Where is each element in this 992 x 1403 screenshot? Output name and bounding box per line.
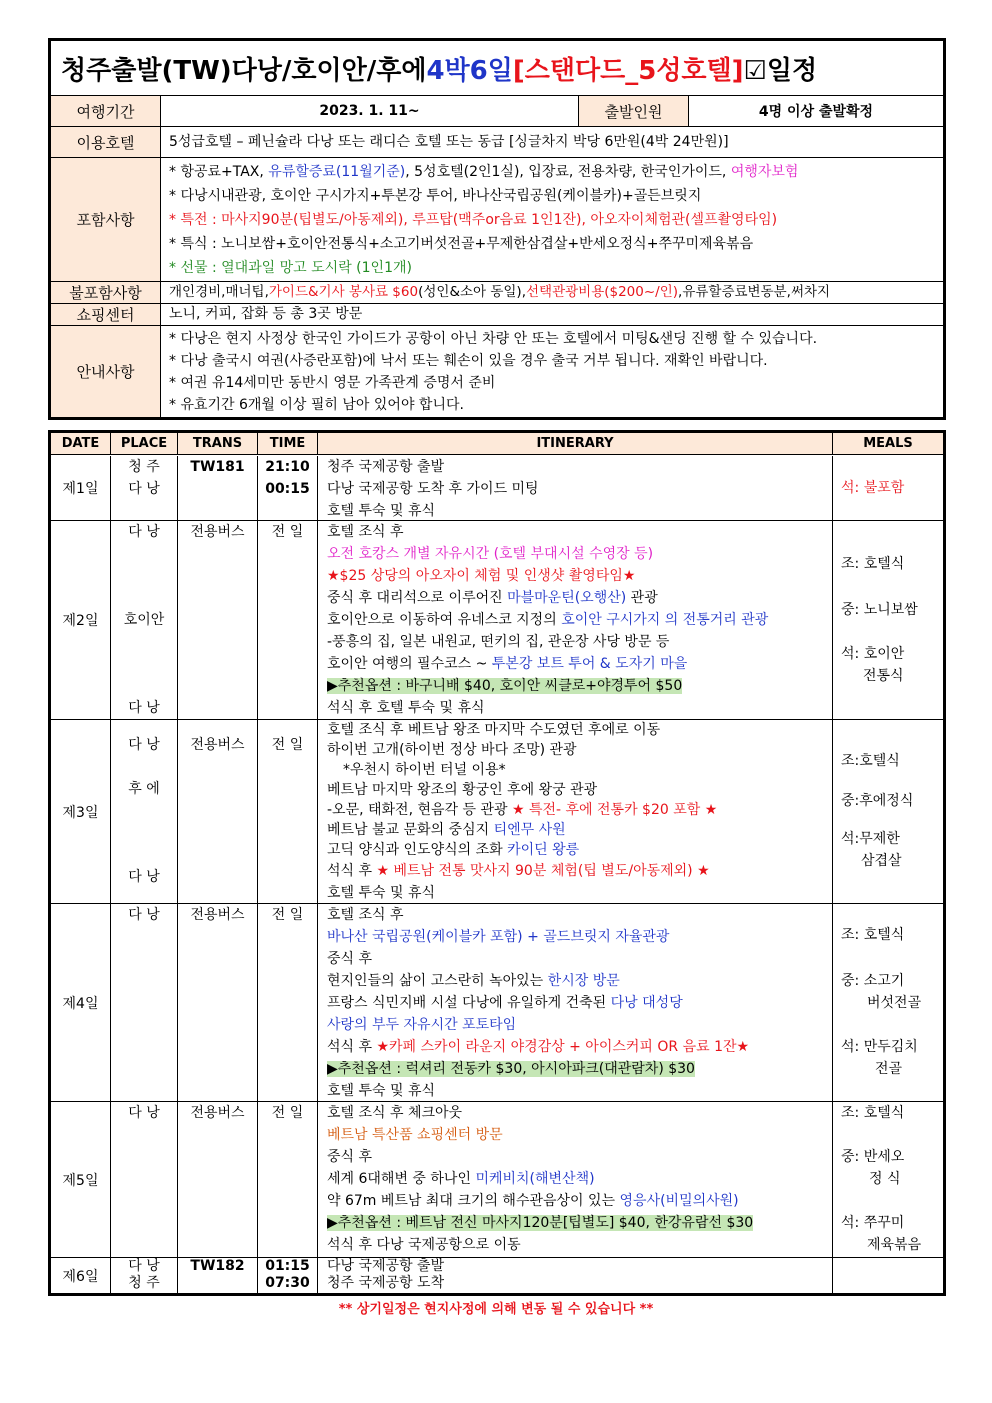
- day-2-place-2: 호이안: [123, 612, 165, 628]
- header-itinerary: ITINERARY: [318, 433, 833, 455]
- day-3-date: 제3일: [51, 720, 111, 903]
- include-line-4: * 특식 : 노니보쌈+호이안전통식+소고기버섯전골+무제한삼겹살+반세오정식+쭈꾸미제육볶음: [169, 235, 754, 252]
- day-5-line-5: 약 67m 베트남 최대 크기의 해수관음상이 있는 영응사(비밀의사원): [327, 1193, 739, 1209]
- day-3-line-4: 베트남 마지막 왕조의 황궁인 후에 왕궁 관광: [327, 782, 598, 798]
- day-2-line-5: 호이안으로 이동하여 유네스코 지정의 호이안 구시가지 의 전통거리 관광: [327, 612, 769, 628]
- day-1-place-2: 다 낭: [128, 481, 160, 497]
- day-4-line-2: 바나산 국립공원(케이블카 포함) + 골드브릿지 자율관광: [327, 929, 670, 945]
- day-1-time-1: 21:10: [265, 459, 310, 475]
- notice-row: [51, 326, 943, 417]
- day-3-meal-breakfast: 조:호텔식: [841, 753, 900, 769]
- day-2-line-3: ★$25 상당의 아오자이 체험 및 인생샷 촬영타임★: [327, 568, 636, 584]
- day-5-line-7: 석식 후 다낭 국제공항으로 이동: [327, 1237, 521, 1253]
- day-5-line-3: 중식 후: [327, 1149, 373, 1165]
- notice-line-3: * 여권 유14세미만 동반시 영문 가족관계 증명서 준비: [169, 374, 496, 391]
- day-2-line-9: 석식 후 호텔 투숙 및 휴식: [327, 700, 485, 716]
- header-date: DATE: [51, 433, 111, 455]
- day-3-place-2: 후 에: [128, 781, 160, 797]
- day-6-place-1: 다 낭: [128, 1258, 160, 1274]
- day-5-line-4: 세계 6대해변 중 하나인 미케비치(해변산책): [327, 1171, 595, 1187]
- hotel-value: 5성급호텔 – 페닌슐라 다낭 또는 래디슨 호텔 또는 동급 [싱글차지 박당 6만원(4박 24만원)]: [169, 134, 729, 150]
- include-row: [51, 158, 943, 282]
- day-2-line-7: 호이안 여행의 필수코스 ~ 투본강 보트 투어 & 도자기 마을: [327, 656, 688, 672]
- notice-label: 안내사항: [51, 326, 161, 417]
- title-schedule: ☑일정: [743, 55, 818, 86]
- day-5-meal-lunch-1: 중: 반세오: [841, 1149, 905, 1165]
- day-6-line-2: 청주 국제공항 도착: [327, 1275, 445, 1291]
- day-4-line-7: 석식 후 ★카페 스카이 라운지 야경감상 + 아이스커피 OR 음료 1잔★: [327, 1039, 750, 1055]
- day-3-meal-dinner-1: 석:무제한: [841, 831, 900, 847]
- day-4-date: 제4일: [51, 904, 111, 1101]
- day-1-meal-dinner: 석: 불포함: [841, 480, 905, 496]
- day-3-line-7: 고딕 양식과 인도양식의 조화 카이딘 왕릉: [327, 842, 580, 858]
- period-row: [51, 96, 943, 127]
- shopping-row: [51, 304, 943, 326]
- day-5-date: 제5일: [51, 1102, 111, 1257]
- day-2-date: 제2일: [51, 521, 111, 719]
- day-1-line-2: 다낭 국제공항 도착 후 가이드 미팅: [327, 481, 539, 497]
- day-4-meal-dinner-2: 전골: [875, 1061, 903, 1077]
- day-2-row: [51, 521, 943, 720]
- day-4-line-6: 사랑의 부두 자유시간 포토타임: [327, 1017, 517, 1033]
- day-3-line-9: 호텔 투숙 및 휴식: [327, 885, 436, 901]
- header-place: PLACE: [111, 433, 178, 455]
- day-2-meal-breakfast: 조: 호텔식: [841, 556, 905, 572]
- day-3-meal-lunch: 중:후에정식: [841, 793, 914, 809]
- day-3-place-1: 다 낭: [128, 737, 160, 753]
- day-5-meal-dinner-2: 제육볶음: [867, 1237, 922, 1253]
- title-duration: 4박6일: [426, 55, 513, 86]
- page-title: [51, 41, 943, 96]
- exclude-value: 개인경비,매너팁,가이드&기사 봉사료 $60(성인&소아 동일),선택관광비용($200~/인),유류할증료변동분,써차지: [169, 284, 831, 300]
- hotel-row: [51, 127, 943, 158]
- day-4-line-9: 호텔 투숙 및 휴식: [327, 1083, 436, 1099]
- include-line-1: * 항공료+TAX, 유류할증료(11월기준), 5성호텔(2인1실), 입장료, 전용차량, 한국인가이드, 여행자보험: [169, 163, 799, 180]
- day-3-row: [51, 720, 943, 904]
- itinerary-table: [48, 430, 946, 1296]
- day-2-transport: 전용버스: [190, 524, 245, 540]
- day-4-transport: 전용버스: [190, 907, 245, 923]
- schedule-change-notice: ** 상기일정은 현지사정에 의해 변동 될 수 있습니다 **: [338, 1302, 654, 1317]
- people-label: 출발인원: [579, 96, 689, 126]
- day-5-row: [51, 1102, 943, 1258]
- day-5-meal-breakfast: 조: 호텔식: [841, 1105, 905, 1121]
- period-label: 여행기간: [51, 96, 161, 126]
- day-4-line-3: 중식 후: [327, 951, 373, 967]
- day-2-meal-dinner-1: 석: 호이안: [841, 646, 905, 662]
- day-4-line-5: 프랑스 식민지배 시설 다낭에 유일하게 건축된 다낭 대성당: [327, 995, 683, 1011]
- period-value: 2023. 1. 11~: [161, 96, 579, 126]
- header-trans: TRANS: [178, 433, 258, 455]
- day-1-flight: TW181: [190, 459, 245, 475]
- day-2-line-2: 오전 호캉스 개별 자유시간 (호텔 부대시설 수영장 등): [327, 546, 654, 562]
- trip-info-block: [48, 38, 946, 420]
- day-4-time: 전 일: [271, 907, 304, 923]
- day-2-option: ▶추천옵션 : 바구니배 $40, 호이안 씨클로+야경투어 $50: [327, 678, 683, 694]
- day-2-line-4: 중식 후 대리석으로 이루어진 마블마운틴(오행산) 관광: [327, 590, 658, 606]
- notice-line-4: * 유효기간 6개월 이상 필히 남아 있어야 합니다.: [169, 396, 464, 413]
- day-5-transport: 전용버스: [190, 1105, 245, 1121]
- notice-line-2: * 다낭 출국시 여권(사증란포함)에 낙서 또는 훼손이 있을 경우 출국 거부 됩니다. 재확인 바랍니다.: [169, 352, 768, 369]
- day-3-meal-dinner-2: 삼겹살: [861, 853, 902, 869]
- day-4-meal-dinner-1: 석: 만두김치: [841, 1039, 918, 1055]
- day-3-line-1: 호텔 조식 후 베트남 왕조 마지막 수도였던 후에로 이동: [327, 722, 661, 738]
- day-6-place-2: 청 주: [128, 1275, 160, 1291]
- day-5-line-2: 베트남 특산품 쇼핑센터 방문: [327, 1127, 503, 1143]
- day-6-flight: TW182: [190, 1258, 245, 1274]
- day-6-line-1: 다낭 국제공항 출발: [327, 1258, 445, 1274]
- day-4-meal-lunch-2: 버섯전골: [867, 995, 922, 1011]
- day-1-place-1: 청 주: [128, 459, 160, 475]
- day-5-option: ▶추천옵션 : 베트남 전신 마사지120분[팁별도] $40, 한강유람선 $30: [327, 1215, 754, 1231]
- day-3-place-3: 다 낭: [128, 869, 160, 885]
- include-line-2: * 다낭시내관광, 호이안 구시가지+투본강 투어, 바나산국립공원(케이블카)+골든브릿지: [169, 187, 702, 204]
- day-4-row: [51, 904, 943, 1102]
- header-meals: MEALS: [833, 433, 943, 455]
- title-route: 청주출발(TW)다낭/호이안/후에: [61, 55, 427, 86]
- day-6-time-1: 01:15: [265, 1258, 310, 1274]
- shopping-label: 쇼핑센터: [51, 304, 161, 325]
- header-time: TIME: [258, 433, 318, 455]
- hotel-label: 이용호텔: [51, 127, 161, 157]
- notice-line-1: * 다낭은 현지 사정상 한국인 가이드가 공항이 아닌 차량 안 또는 호텔에서 미팅&샌딩 진행 할 수 있습니다.: [169, 330, 818, 347]
- day-1-date: 제1일: [51, 456, 111, 520]
- day-3-time: 전 일: [271, 737, 304, 753]
- title-grade: [스탠다드_5성호텔]: [512, 55, 744, 86]
- include-line-3: * 특전 : 마사지90분(팁별도/아동제외), 루프탑(맥주or음료 1인1잔), 아오자이체험관(셀프촬영타임): [169, 211, 778, 228]
- day-2-meal-dinner-2: 전통식: [863, 668, 904, 684]
- day-4-line-4: 현지인들의 삶이 고스란히 녹아있는 한시장 방문: [327, 973, 620, 989]
- day-5-meal-lunch-2: 정 식: [869, 1171, 901, 1187]
- day-1-row: [51, 456, 943, 521]
- day-3-line-5: -오문, 태화전, 현음각 등 관광 ★ 특전- 후에 전통카 $20 포함 ★: [327, 802, 718, 818]
- include-line-5: * 선물 : 열대과일 망고 도시락 (1인1개): [169, 259, 412, 276]
- day-6-date: 제6일: [51, 1258, 111, 1293]
- day-2-meal-lunch: 중: 노니보쌈: [841, 602, 918, 618]
- day-5-time: 전 일: [271, 1105, 304, 1121]
- day-3-transport: 전용버스: [190, 737, 245, 753]
- shopping-value: 노니, 커피, 잡화 등 총 3곳 방문: [169, 306, 363, 322]
- day-3-line-3: *우천시 하이번 터널 이용*: [343, 762, 506, 778]
- day-2-place-3: 다 낭: [128, 700, 160, 716]
- day-4-place-1: 다 낭: [128, 907, 160, 923]
- day-4-meal-breakfast: 조: 호텔식: [841, 927, 905, 943]
- day-4-line-1: 호텔 조식 후: [327, 907, 404, 923]
- day-1-time-2: 00:15: [265, 481, 310, 497]
- day-3-line-6: 베트남 불교 문화의 중심지 티엔무 사원: [327, 822, 566, 838]
- day-4-meal-lunch-1: 중: 소고기: [841, 973, 905, 989]
- day-5-meal-dinner-1: 석: 쭈꾸미: [841, 1215, 905, 1231]
- day-3-line-8: 석식 후 ★ 베트남 전통 맛사지 90분 체험(팁 별도/아동제외) ★: [327, 863, 710, 879]
- day-6-row: [51, 1258, 943, 1293]
- day-1-line-3: 호텔 투숙 및 휴식: [327, 503, 436, 519]
- day-2-time: 전 일: [271, 524, 304, 540]
- day-4-option: ▶추천옵션 : 럭셔리 전동카 $30, 아시아파크(대관람차) $30: [327, 1061, 695, 1077]
- day-5-place-1: 다 낭: [128, 1105, 160, 1121]
- people-value: 4명 이상 출발확정: [758, 104, 874, 120]
- day-1-line-1: 청주 국제공항 출발: [327, 459, 445, 475]
- include-label: 포함사항: [51, 158, 161, 281]
- day-2-line-1: 호텔 조식 후: [327, 524, 404, 540]
- day-5-line-1: 호텔 조식 후 체크아웃: [327, 1105, 463, 1121]
- day-6-time-2: 07:30: [265, 1275, 310, 1291]
- day-2-line-6: -풍흥의 집, 일본 내원교, 떤키의 집, 관운장 사당 방문 등: [327, 634, 670, 650]
- exclude-label: 불포함사항: [51, 282, 161, 303]
- day-3-line-2: 하이번 고개(하이번 정상 바다 조망) 관광: [327, 742, 577, 758]
- day-2-place-1: 다 낭: [128, 524, 160, 540]
- exclude-row: [51, 282, 943, 304]
